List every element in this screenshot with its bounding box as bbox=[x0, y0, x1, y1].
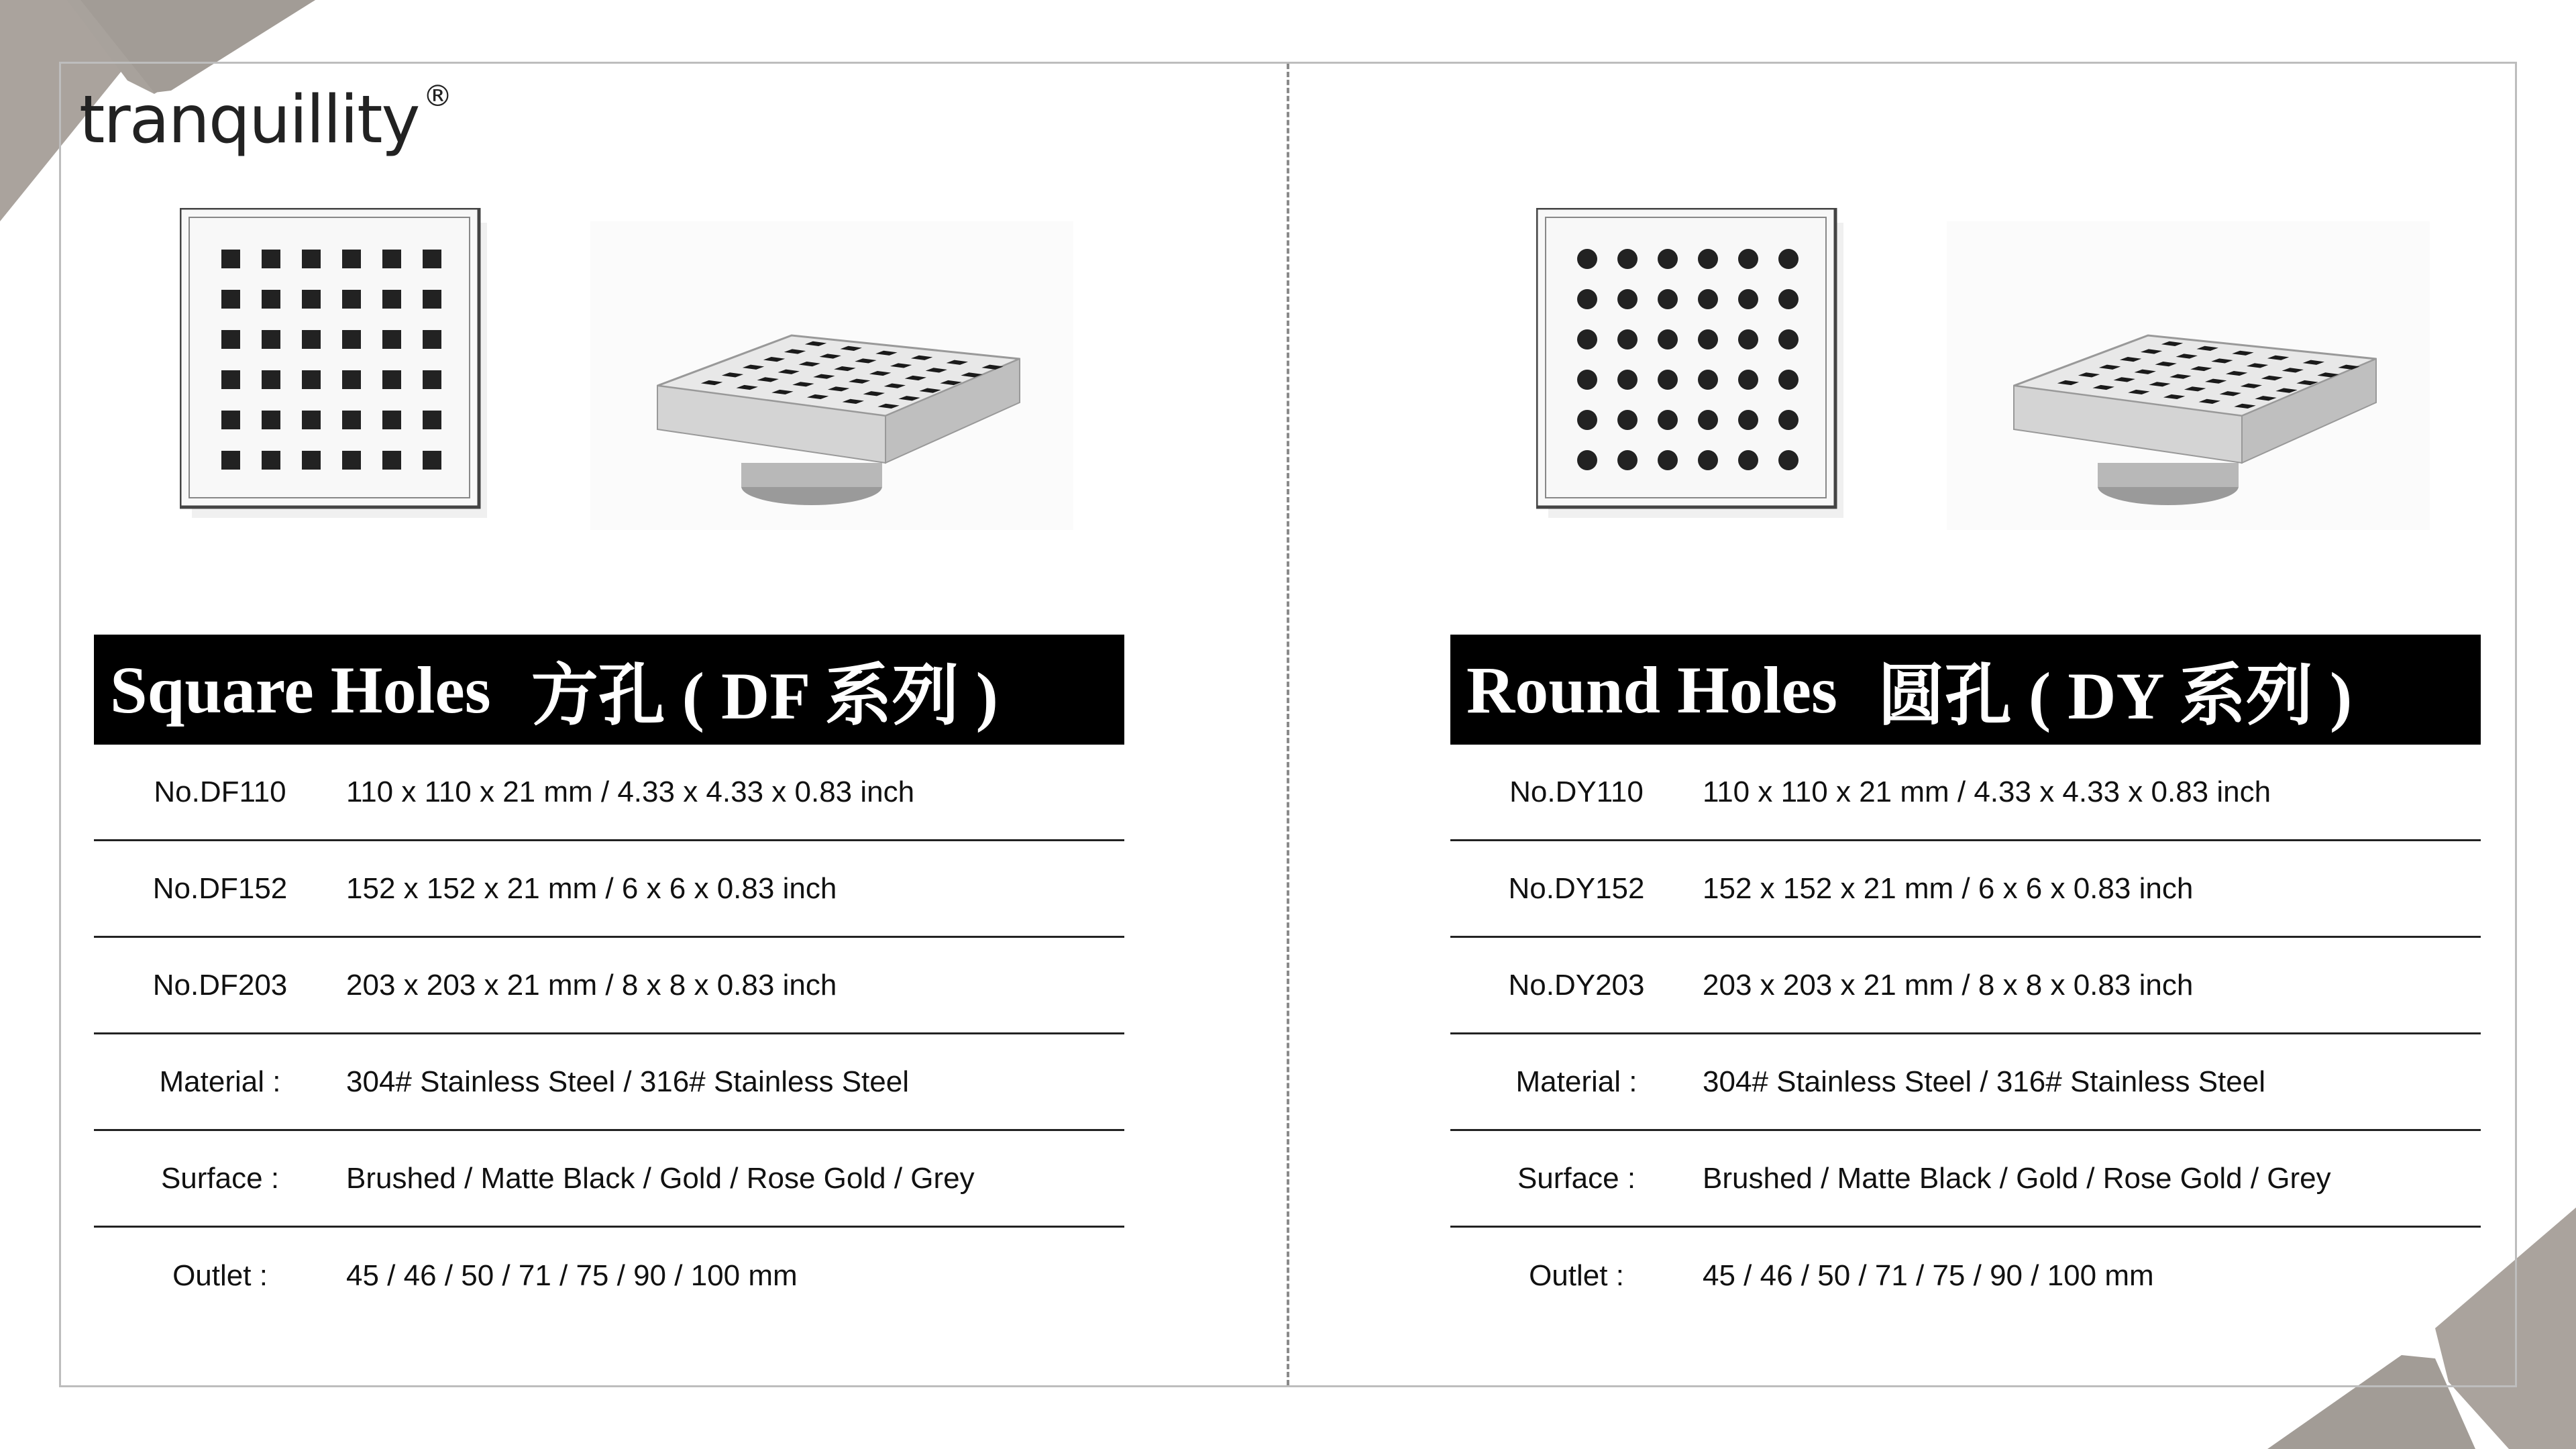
spec-row bbox=[94, 841, 1124, 938]
spec-label: Surface : bbox=[160, 1161, 280, 1195]
spec-label: No.DY152 bbox=[1508, 871, 1645, 905]
spec-row bbox=[1450, 1228, 2481, 1324]
spec-row bbox=[94, 1131, 1124, 1228]
brand-name: tranquillity bbox=[79, 82, 419, 158]
square-hole-drain-top-view bbox=[180, 208, 488, 523]
spec-row bbox=[1450, 841, 2481, 938]
spec-row bbox=[94, 1034, 1124, 1131]
spec-label: Surface : bbox=[1517, 1161, 1636, 1195]
spec-value: 110 x 110 x 21 mm / 4.33 x 4.33 x 0.83 inch bbox=[346, 775, 915, 808]
spec-value: 45 / 46 / 50 / 71 / 75 / 90 / 100 mm bbox=[346, 1259, 798, 1292]
spec-value: 152 x 152 x 21 mm / 6 x 6 x 0.83 inch bbox=[346, 871, 837, 905]
spec-label: No.DY203 bbox=[1508, 968, 1645, 1002]
title-en: Square Holes bbox=[110, 652, 491, 727]
round-hole-drain-top-view bbox=[1536, 208, 1845, 523]
spec-value: 45 / 46 / 50 / 71 / 75 / 90 / 100 mm bbox=[1703, 1259, 2154, 1292]
round-hole-drain-angle-view bbox=[1947, 221, 2430, 530]
title-cn: 圆孔 ( DY 系列 ) bbox=[1877, 659, 2353, 733]
spec-label: No.DF110 bbox=[154, 775, 286, 808]
spec-label: Material : bbox=[1515, 1065, 1638, 1098]
spec-label: Material : bbox=[159, 1065, 281, 1098]
registered-mark: ® bbox=[423, 79, 451, 114]
spec-label: Outlet : bbox=[1529, 1259, 1624, 1292]
spec-value: 203 x 203 x 21 mm / 8 x 8 x 0.83 inch bbox=[1703, 968, 2194, 1002]
section-title-round-holes bbox=[1450, 635, 2481, 745]
spec-label: No.DF152 bbox=[152, 871, 288, 905]
spec-row bbox=[94, 745, 1124, 841]
spec-label: No.DY110 bbox=[1509, 775, 1644, 808]
spec-row bbox=[94, 938, 1124, 1034]
spec-row bbox=[94, 1228, 1124, 1324]
spec-value: 304# Stainless Steel / 316# Stainless Steel bbox=[1703, 1065, 2265, 1098]
spec-table-df bbox=[94, 745, 1124, 1324]
spec-row bbox=[1450, 1034, 2481, 1131]
title-en: Round Holes bbox=[1466, 652, 1837, 727]
spec-row bbox=[1450, 745, 2481, 841]
section-title-square-holes bbox=[94, 635, 1124, 745]
spec-table-dy bbox=[1450, 745, 2481, 1324]
spec-value: Brushed / Matte Black / Gold / Rose Gold / Grey bbox=[1703, 1161, 2331, 1195]
title-cn: 方孔 ( DF 系列 ) bbox=[531, 659, 998, 733]
spec-label: Outlet : bbox=[172, 1259, 268, 1292]
spec-label: No.DF203 bbox=[152, 968, 288, 1002]
square-hole-drain-angle-view bbox=[590, 221, 1073, 530]
spec-value: 304# Stainless Steel / 316# Stainless Steel bbox=[346, 1065, 909, 1098]
spec-value: 152 x 152 x 21 mm / 6 x 6 x 0.83 inch bbox=[1703, 871, 2194, 905]
spec-value: 110 x 110 x 21 mm / 4.33 x 4.33 x 0.83 inch bbox=[1703, 775, 2271, 808]
center-divider bbox=[1287, 64, 1289, 1385]
spec-value: 203 x 203 x 21 mm / 8 x 8 x 0.83 inch bbox=[346, 968, 837, 1002]
spec-row bbox=[1450, 938, 2481, 1034]
spec-value: Brushed / Matte Black / Gold / Rose Gold / Grey bbox=[346, 1161, 975, 1195]
spec-row bbox=[1450, 1131, 2481, 1228]
brand-logo bbox=[79, 79, 451, 158]
